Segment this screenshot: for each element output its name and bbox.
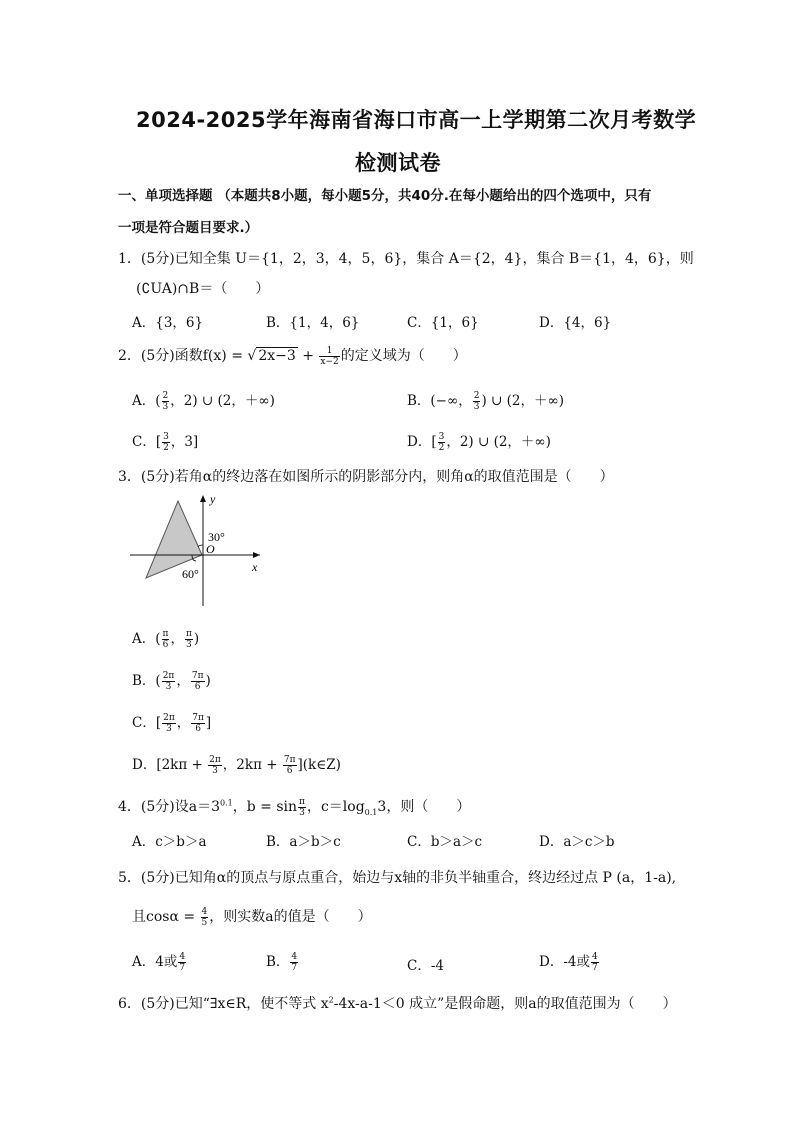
- q1-option-b[interactable]: B．{1，4，6}: [266, 315, 360, 331]
- question-4: 4．(5分)设$a=3^{0.1}$，b = sin $\frac{\pi}{3}$ ，$c=\log_{0.1}3$，则（ ）: [118, 796, 471, 818]
- question-1-cont: (∁UA)∩B＝（ ）: [136, 281, 270, 297]
- question-text: 函数f(x) =: [174, 348, 248, 364]
- x-axis-arrow: [253, 552, 260, 558]
- q2-option-b[interactable]: B．(−∞， $\frac{2}{3}$ ) ∪ (2，＋∞): [407, 391, 565, 412]
- q2-option-a[interactable]: A．( $\frac{2}{3}$ ，2) ∪ (2，＋∞): [132, 391, 275, 412]
- q5-option-d[interactable]: D．-4或 $\frac{4}{7}$: [539, 952, 598, 973]
- question-text: 已知全集 U＝{1，2，3，4，5，6}，集合 A＝{2，4}，集合 B＝{1，4，6}，则: [174, 251, 694, 267]
- q3-option-a[interactable]: A．( $\frac{\pi}{6}$ ， $\frac{\pi}{3}$ ): [132, 629, 200, 650]
- q4-option-c[interactable]: C．b＞a＞c: [407, 834, 483, 850]
- section-heading-cont: 一项是符合题目要求.）: [118, 220, 259, 236]
- origin-label: O: [206, 542, 215, 556]
- angle-label-60: 60°: [182, 567, 199, 581]
- q3-option-d[interactable]: D．[2kπ + $\frac{2\pi}{3}$ ，2kπ + $\frac{7\pi}{6}$ ](k∈Z): [132, 755, 341, 776]
- fraction: $\frac{1}{x-2}$: [320, 345, 339, 367]
- q3-option-b[interactable]: B．( $\frac{2\pi}{3}$ ， $\frac{7\pi}{6}$ ): [132, 671, 211, 692]
- angle-figure: [130, 493, 265, 608]
- q3-option-c[interactable]: C．[ $\frac{2\pi}{3}$ ， $\frac{7\pi}{6}$ ]: [132, 713, 212, 734]
- q2-option-d[interactable]: D．[ $\frac{3}{2}$ ，2) ∪ (2，＋∞): [407, 432, 551, 453]
- question-2: 2．(5分)函数f(x) = √ 2x−3 + $\frac{1}{x-2}$ 的定义域为（ ）: [118, 345, 467, 367]
- question-text: 若角α的终边落在如图所示的阴影部分内，则角α的取值范围是（ ）: [174, 469, 614, 485]
- question-3: [118, 466, 614, 486]
- question-number: 3．(5分): [118, 469, 175, 485]
- question-6: 6．(5分)已知“∃x∈R，使不等式 $x^2-4x-a-1<0$ 成立”是假命题，则a的取值范围为（ ）: [118, 995, 677, 1012]
- q1-option-d[interactable]: D．{4，6}: [539, 315, 612, 331]
- question-5-cont: 且cosα = $\frac{4}{5}$ ，则实数a的值是（ ）: [132, 906, 372, 928]
- q4-option-d[interactable]: D．a＞c＞b: [539, 834, 615, 850]
- angle-label-30: 30°: [208, 530, 225, 544]
- question-number: 4．(5分): [118, 799, 175, 815]
- q1-option-c[interactable]: C．{1，6}: [407, 315, 479, 331]
- q2-option-c[interactable]: C．[ $\frac{3}{2}$ ，3]: [132, 432, 199, 453]
- section-heading: 一、单项选择题 （本题共8小题，每小题5分，共40分.在每小题给出的四个选项中，只有: [118, 188, 652, 204]
- q4-option-a[interactable]: A．c＞b＞a: [132, 834, 207, 850]
- x-label: x: [252, 560, 258, 574]
- question-number: 5．(5分): [118, 870, 175, 886]
- q5-option-a[interactable]: A．4或 $\frac{4}{7}$: [132, 952, 186, 973]
- question-1: [118, 248, 694, 268]
- question-number: 2．(5分): [118, 348, 175, 364]
- question-number: 6．(5分): [118, 996, 175, 1012]
- y-axis-arrow: [200, 495, 206, 502]
- q5-option-b[interactable]: B． $\frac{4}{7}$: [266, 952, 298, 973]
- q5-option-c[interactable]: C．-4: [407, 958, 444, 974]
- q4-option-b[interactable]: B．a＞b＞c: [266, 834, 341, 850]
- question-5: [118, 867, 676, 887]
- y-label: y: [210, 493, 216, 506]
- page-title: 2024-2025学年海南省海口市高一上学期第二次月考数学: [136, 108, 697, 132]
- page-title-line2: 检测试卷: [355, 151, 441, 175]
- q1-option-a[interactable]: A．{3，6}: [132, 315, 204, 331]
- question-number: 1．(5分): [118, 251, 175, 267]
- sqrt-expression: 2x−3: [258, 348, 296, 364]
- question-text: 已知角α的顶点与原点重合，始边与x轴的非负半轴重合，终边经过点 P (a，1-a),: [174, 870, 677, 886]
